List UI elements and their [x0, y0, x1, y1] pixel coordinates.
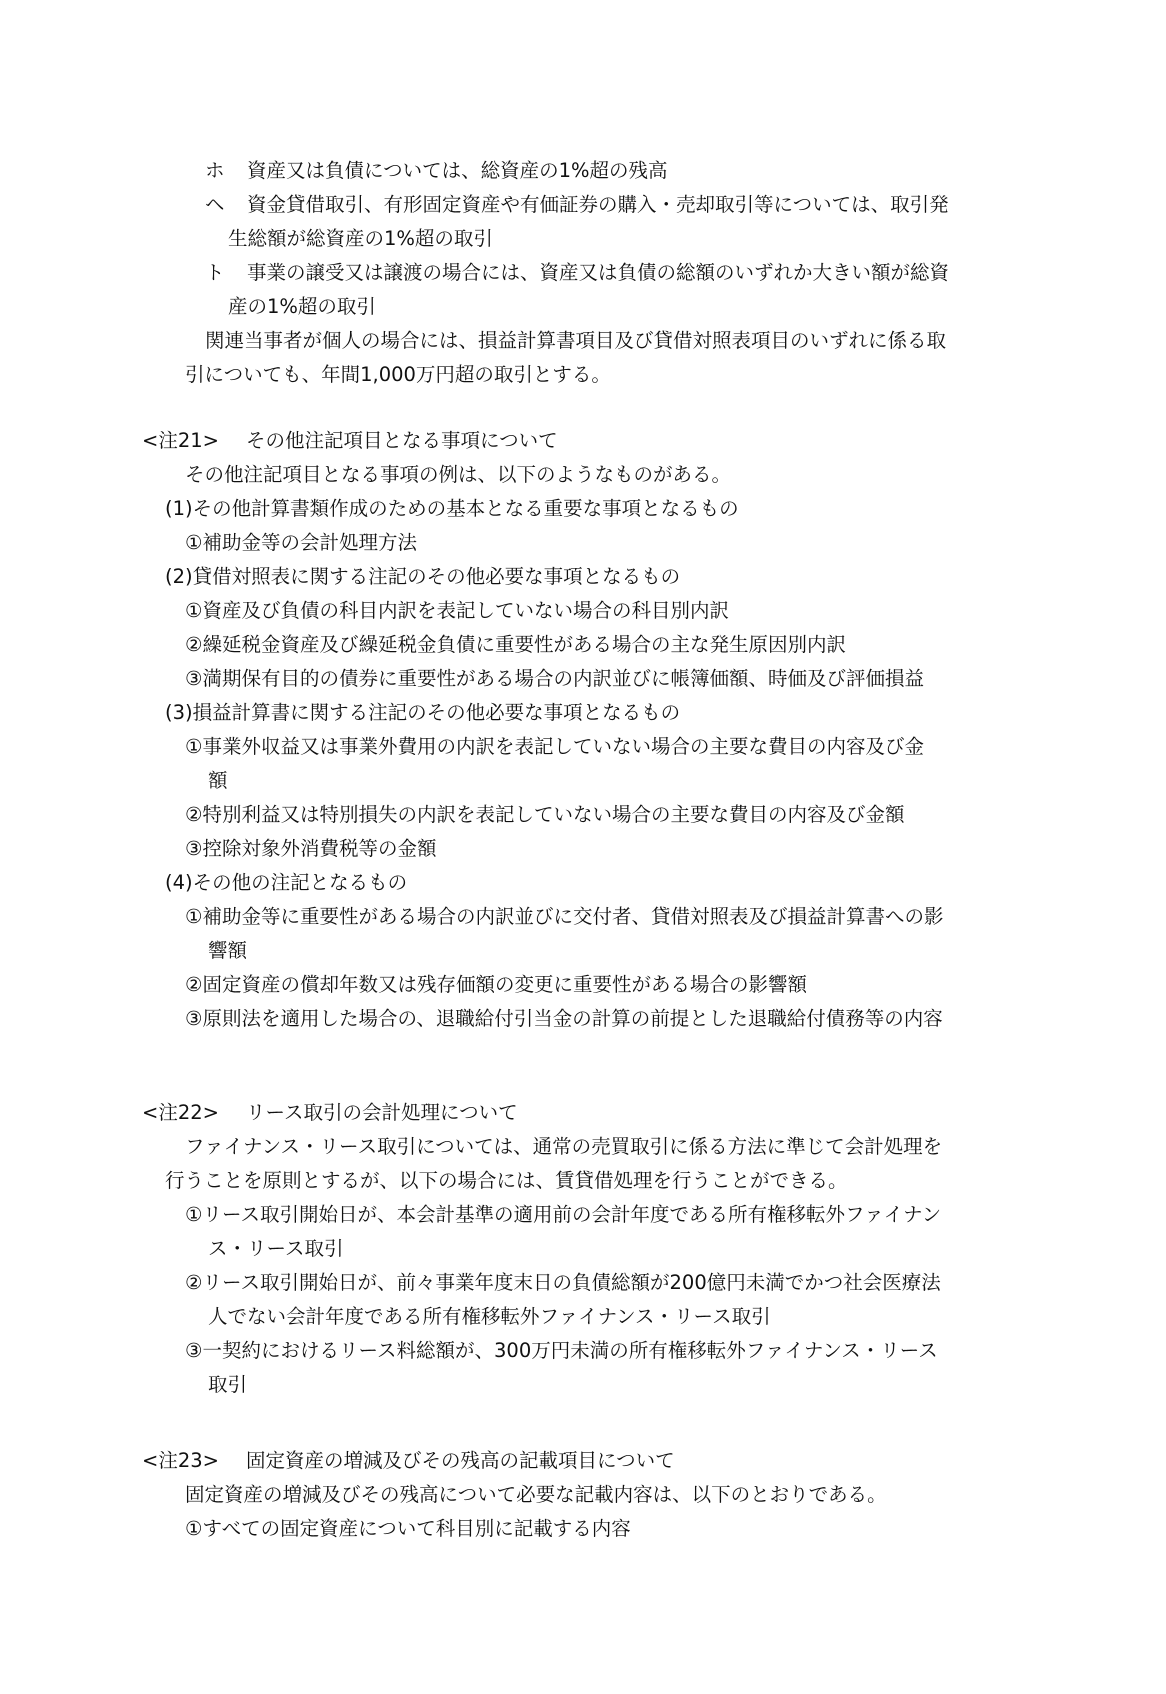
note-title: その他注記項目となる事項について	[246, 429, 558, 452]
list-item	[185, 730, 924, 764]
list-item-continuation	[208, 934, 247, 968]
list-item-text: 響額	[208, 939, 248, 962]
list-item-text: ①補助金等の会計処理方法	[185, 531, 417, 554]
paragraph-text: ファイナンス・リース取引については、通常の売買取引に係る方法に準じて会計処理を	[185, 1135, 943, 1158]
note-22-heading	[142, 1096, 518, 1130]
list-item-continuation	[208, 1300, 771, 1334]
note-title: リース取引の会計処理について	[246, 1101, 518, 1124]
list-item-text: ス・リース取引	[208, 1237, 344, 1260]
note-23-heading	[142, 1444, 675, 1478]
list-item-continuation	[208, 1368, 247, 1402]
list-item-continuation	[208, 1232, 344, 1266]
item-text: 資金貸借取引、有形固定資産や有価証券の購入・売却取引等については、取引発	[247, 193, 949, 216]
subsection-text: (2)貸借対照表に関する注記のその他必要な事項となるもの	[165, 565, 681, 588]
paragraph-text: その他注記項目となる事項の例は、以下のようなものがある。	[185, 463, 732, 486]
item-text: 事業の譲受又は譲渡の場合には、資産又は負債の総額のいずれか大きい額が総資	[247, 261, 950, 284]
list-item-continuation	[208, 764, 228, 798]
list-item-text: ③控除対象外消費税等の金額	[185, 837, 437, 860]
list-item-text: ①すべての固定資産について科目別に記載する内容	[185, 1517, 631, 1540]
paragraph-line	[165, 1164, 848, 1198]
paragraph-text: 関連当事者が個人の場合には、損益計算書項目及び貸借対照表項目のいずれに係る取	[205, 329, 947, 352]
paragraph-line	[185, 1478, 887, 1512]
list-item	[185, 662, 924, 696]
item-continuation	[228, 290, 376, 324]
note-label: <注22>	[142, 1101, 219, 1124]
list-item-text: ①資産及び負債の科目内訳を表記していない場合の科目別内訳	[185, 599, 729, 622]
subsection-text: (1)その他計算書類作成のための基本となる重要な事項となるもの	[165, 497, 739, 520]
paragraph-text: 行うことを原則とするが、以下の場合には、賃貸借処理を行うことができる。	[165, 1169, 848, 1192]
subsection-heading	[165, 696, 680, 730]
list-item-text: ③満期保有目的の債券に重要性がある場合の内訳並びに帳簿価額、時価及び評価損益	[185, 667, 924, 690]
list-item	[185, 594, 729, 628]
paragraph-line	[185, 458, 731, 492]
item-ho	[205, 154, 668, 188]
paragraph-text: 固定資産の増減及びその残高について必要な記載内容は、以下のとおりである。	[185, 1483, 887, 1506]
item-text: 生総額が総資産の1%超の取引	[228, 227, 493, 250]
item-marker: ヘ	[205, 193, 225, 216]
list-item-text: ①事業外収益又は事業外費用の内訳を表記していない場合の主要な費目の内容及び金	[185, 735, 924, 758]
item-marker: ト	[205, 261, 225, 284]
item-text: 産の1%超の取引	[228, 295, 376, 318]
list-item	[185, 798, 904, 832]
item-to	[205, 256, 949, 290]
list-item-text: 取引	[208, 1373, 248, 1396]
list-item-text: ②繰延税金資産及び繰延税金負債に重要性がある場合の主な発生原因別内訳	[185, 633, 846, 656]
note-21-heading	[142, 424, 558, 458]
list-item-text: ③原則法を適用した場合の、退職給付引当金の計算の前提とした退職給付債務等の内容	[185, 1007, 943, 1030]
list-item	[185, 968, 807, 1002]
list-item-text: ②リース取引開始日が、前々事業年度末日の負債総額が200億円未満でかつ社会医療法	[185, 1271, 941, 1294]
subsection-text: (3)損益計算書に関する注記のその他必要な事項となるもの	[165, 701, 681, 724]
item-continuation	[228, 222, 493, 256]
list-item-text: 人でない会計年度である所有権移転外ファイナンス・リース取引	[208, 1305, 771, 1328]
list-item	[185, 1512, 631, 1546]
list-item	[185, 526, 417, 560]
list-item	[185, 832, 436, 866]
note-label: <注23>	[142, 1449, 219, 1472]
paragraph-text: 引についても、年間1,000万円超の取引とする。	[185, 363, 611, 386]
paragraph-line	[185, 1130, 942, 1164]
subsection-heading	[165, 866, 407, 900]
list-item	[185, 1334, 938, 1368]
subsection-heading	[165, 492, 739, 526]
list-item	[185, 1266, 941, 1300]
list-item	[185, 1002, 943, 1036]
subsection-text: (4)その他の注記となるもの	[165, 871, 408, 894]
list-item-text: ①補助金等に重要性がある場合の内訳並びに交付者、貸借対照表及び損益計算書への影	[185, 905, 944, 928]
item-marker: ホ	[205, 159, 225, 182]
paragraph-line	[205, 324, 946, 358]
list-item	[185, 900, 943, 934]
note-label: <注21>	[142, 429, 219, 452]
item-he	[205, 188, 949, 222]
list-item-text: ①リース取引開始日が、本会計基準の適用前の会計年度である所有権移転外ファイナン	[185, 1203, 942, 1226]
list-item-text: ③一契約におけるリース料総額が、300万円未満の所有権移転外ファイナンス・リース	[185, 1339, 938, 1362]
list-item-text: ②特別利益又は特別損失の内訳を表記していない場合の主要な費目の内容及び金額	[185, 803, 905, 826]
list-item	[185, 628, 846, 662]
item-text: 資産又は負債については、総資産の1%超の残高	[247, 159, 668, 182]
note-title: 固定資産の増減及びその残高の記載項目について	[246, 1449, 675, 1472]
list-item-text: ②固定資産の償却年数又は残存価額の変更に重要性がある場合の影響額	[185, 973, 807, 996]
list-item-text: 額	[208, 769, 228, 792]
subsection-heading	[165, 560, 680, 594]
list-item	[185, 1198, 941, 1232]
paragraph-line	[185, 358, 611, 392]
